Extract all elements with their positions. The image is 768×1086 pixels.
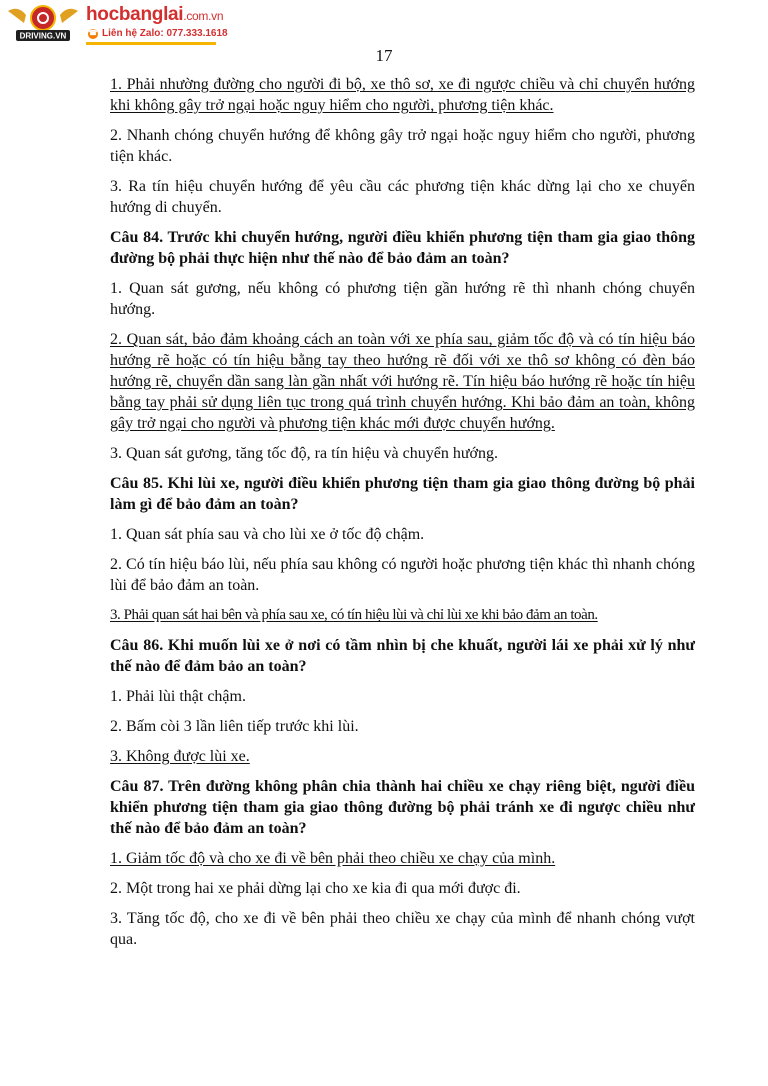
correct-answer: 3. Không được lùi xe. (110, 748, 250, 765)
question-heading: Câu 84. Trước khi chuyển hướng, người điều khiển phương tiện tham gia giao thông đường bộ phải thực hiện như thế nào để bảo đảm an toàn? (110, 229, 695, 267)
correct-answer: 2. Quan sát, bảo đảm khoảng cách an toàn với xe phía sau, giảm tốc độ và có tín hiệu báo hướng rẽ hoặc có tín hiệu bằng tay theo hướng rẽ đối với xe thô sơ không có đèn báo hướng rẽ, chuyển dần sang làn gần nhất với hướng rẽ. Tín hiệu báo hướng rẽ hoặc tín hiệu bằng tay phải sử dụng liên tục trong quá trình chuyển hướng. Khi bảo đảm an toàn, không gây trở ngại cho người và phương tiện khác mới được chuyển hướng. (110, 331, 695, 432)
phone-icon: ☎ (88, 29, 98, 37)
answer-option: 3. Ra tín hiệu chuyển hướng để yêu cầu các phương tiện khác dừng lại cho xe chuyển hướng di chuyển. (110, 178, 695, 216)
answer-option: 1. Quan sát phía sau và cho lùi xe ở tốc độ chậm. (110, 526, 425, 543)
brand-domain: .com.vn (183, 9, 224, 23)
correct-answer: 1. Phải nhường đường cho người đi bộ, xe thô sơ, xe đi ngược chiều và chỉ chuyển hướng khi không gây trở ngại hoặc nguy hiểm cho người, phương tiện khác. (110, 76, 695, 114)
question-heading: Câu 85. Khi lùi xe, người điều khiển phương tiện tham gia giao thông đường bộ phải làm gì để bảo đảm an toàn? (110, 475, 695, 513)
zalo-contact (88, 28, 228, 39)
brand-name[interactable]: hocbanglai.com.vn (86, 4, 224, 25)
answer-option: 2. Một trong hai xe phải dừng lại cho xe kia đi qua mới được đi. (110, 880, 521, 897)
page-header (0, 0, 250, 48)
answer-option: 2. Nhanh chóng chuyển hướng để không gây trở ngại hoặc nguy hiểm cho người, phương tiện khác. (110, 127, 695, 165)
answer-option: 2. Có tín hiệu báo lùi, nếu phía sau không có người hoặc phương tiện khác thì nhanh chóng lùi để bảo đảm an toàn. (110, 556, 695, 594)
driving-logo-icon (6, 3, 80, 43)
answer-option: 3. Tăng tốc độ, cho xe đi về bên phải theo chiều xe chạy của mình để nhanh chóng vượt qua. (110, 910, 695, 948)
question-heading: Câu 86. Khi muốn lùi xe ở nơi có tầm nhìn bị che khuất, người lái xe phải xử lý như thế nào để đảm bảo an toàn? (110, 637, 695, 675)
answer-option: 1. Quan sát gương, nếu không có phương tiện gần hướng rẽ thì nhanh chóng chuyển hướng. (110, 280, 695, 318)
zalo-text: Liên hệ Zalo: 077.333.1618 (102, 28, 228, 39)
document-body (110, 74, 695, 959)
correct-answer: 3. Phải quan sát hai bên và phía sau xe, có tín hiệu lùi và chỉ lùi xe khi bảo đảm an toàn. (110, 607, 598, 623)
page-number: 17 (375, 46, 393, 65)
question-heading: Câu 87. Trên đường không phân chia thành hai chiều xe chạy riêng biệt, người điều khiển phương tiện tham gia giao thông đường bộ phải tránh xe đi ngược chiều như thế nào để bảo đảm an toàn? (110, 778, 695, 837)
correct-answer: 1. Giảm tốc độ và cho xe đi về bên phải theo chiều xe chạy của mình. (110, 850, 556, 867)
answer-option: 3. Quan sát gương, tăng tốc độ, ra tín hiệu và chuyển hướng. (110, 445, 498, 462)
logo-text: DRIVING.VN (19, 31, 67, 41)
answer-option: 1. Phải lùi thật chậm. (110, 688, 246, 705)
answer-option: 2. Bấm còi 3 lần liên tiếp trước khi lùi. (110, 718, 359, 735)
header-underline (86, 42, 216, 45)
